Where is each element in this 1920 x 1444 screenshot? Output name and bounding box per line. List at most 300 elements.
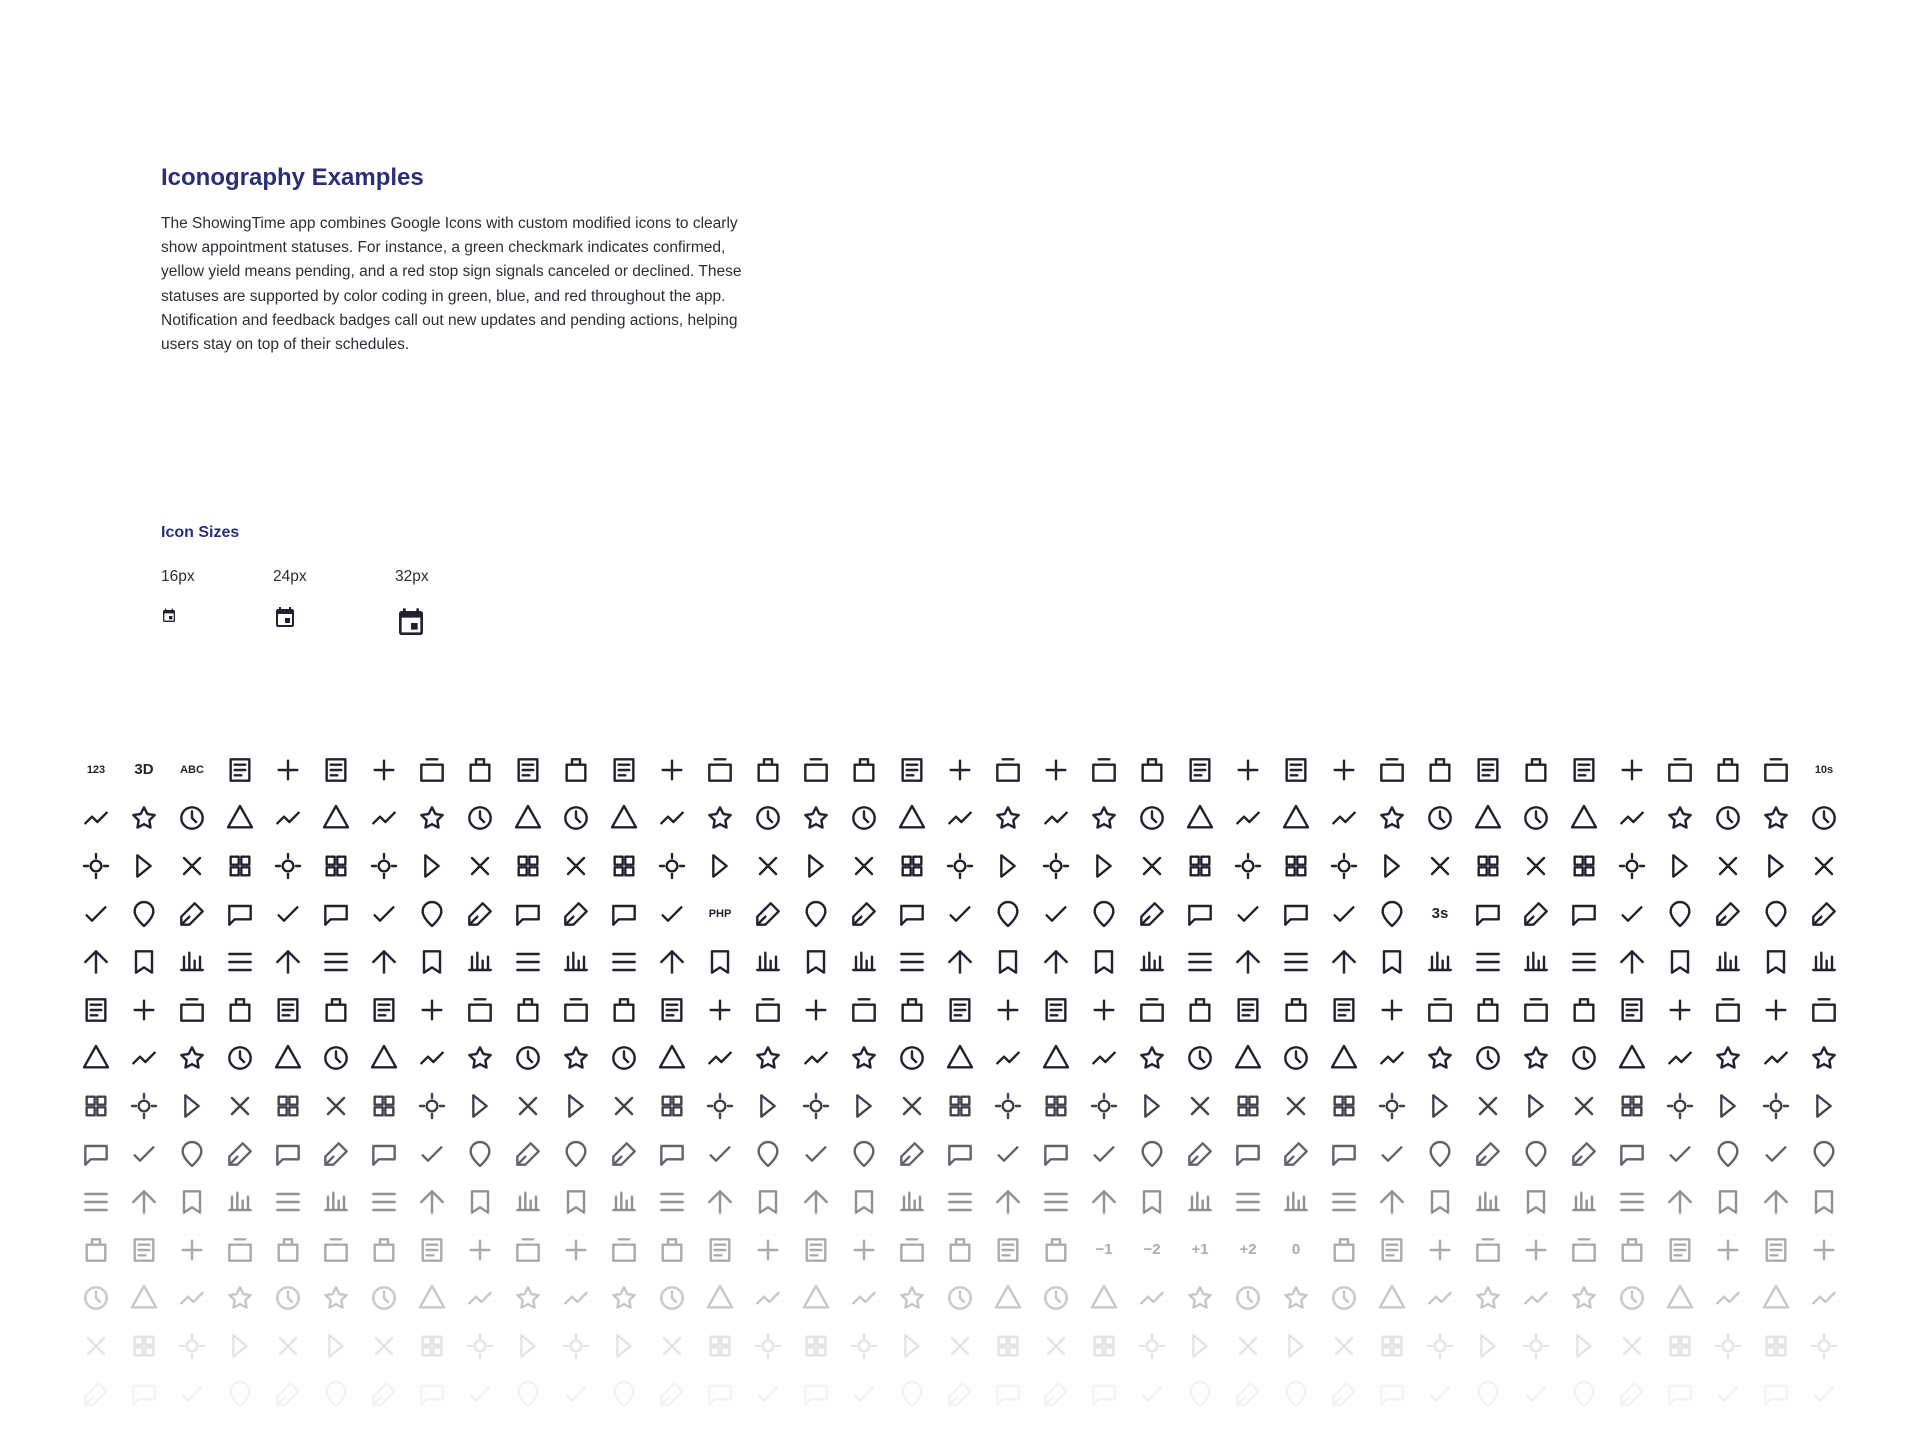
material-icon bbox=[272, 898, 304, 930]
material-icon bbox=[1184, 1186, 1216, 1218]
material-icon bbox=[224, 1330, 256, 1362]
material-icon bbox=[1232, 754, 1264, 786]
material-icon bbox=[992, 1282, 1024, 1314]
material-icon bbox=[1616, 898, 1648, 930]
material-icon bbox=[1568, 850, 1600, 882]
material-icon bbox=[1280, 754, 1312, 786]
material-icon bbox=[80, 946, 112, 978]
material-icon bbox=[1232, 802, 1264, 834]
material-icon bbox=[944, 1090, 976, 1122]
material-icon bbox=[1520, 994, 1552, 1026]
material-icon bbox=[1472, 754, 1504, 786]
material-icon bbox=[608, 754, 640, 786]
material-icon bbox=[1616, 946, 1648, 978]
material-icon bbox=[1664, 1090, 1696, 1122]
material-icon bbox=[1088, 994, 1120, 1026]
material-icon bbox=[656, 1378, 688, 1410]
material-icon bbox=[1760, 994, 1792, 1026]
material-icon bbox=[176, 802, 208, 834]
material-icon bbox=[320, 946, 352, 978]
material-icon bbox=[1136, 802, 1168, 834]
material-icon bbox=[128, 994, 160, 1026]
material-icon bbox=[608, 898, 640, 930]
material-icon bbox=[368, 1090, 400, 1122]
material-icon bbox=[512, 1186, 544, 1218]
material-icon bbox=[896, 1042, 928, 1074]
material-icon bbox=[896, 1042, 928, 1074]
material-icon bbox=[128, 802, 160, 834]
material-icon bbox=[224, 898, 256, 930]
material-icon bbox=[464, 946, 496, 978]
material-icon bbox=[224, 994, 256, 1026]
material-icon bbox=[1280, 1138, 1312, 1170]
material-icon bbox=[80, 1378, 112, 1410]
material-icon bbox=[560, 946, 592, 978]
description-line: Notification and feedback badges call out new updates and pending actions, helping bbox=[161, 311, 738, 329]
material-icon bbox=[80, 850, 112, 882]
material-icon bbox=[224, 754, 256, 786]
material-icon bbox=[608, 754, 640, 786]
material-icon bbox=[752, 994, 784, 1026]
material-icon bbox=[128, 898, 160, 930]
material-icon bbox=[1808, 1330, 1840, 1362]
material-icon bbox=[128, 1186, 160, 1218]
material-icon bbox=[464, 1138, 496, 1170]
material-icon bbox=[1376, 1042, 1408, 1074]
material-icon bbox=[752, 802, 784, 834]
material-icon bbox=[464, 802, 496, 834]
material-icon bbox=[80, 1330, 112, 1362]
material-icon bbox=[1568, 850, 1600, 882]
material-icon bbox=[1616, 1186, 1648, 1218]
material-icon bbox=[1664, 802, 1696, 834]
material-icon bbox=[656, 850, 688, 882]
material-icon bbox=[464, 1186, 496, 1218]
material-icon bbox=[752, 1282, 784, 1314]
calendar-event-icon bbox=[273, 606, 297, 630]
material-icon bbox=[1232, 898, 1264, 930]
material-icon bbox=[1280, 802, 1312, 834]
material-icon bbox=[800, 1330, 832, 1362]
material-icon bbox=[176, 1282, 208, 1314]
material-icon bbox=[368, 898, 400, 930]
material-icon bbox=[1040, 1138, 1072, 1170]
material-icon bbox=[320, 1138, 352, 1170]
material-icon bbox=[1520, 1234, 1552, 1266]
material-icon bbox=[1712, 1138, 1744, 1170]
material-icon bbox=[1232, 1138, 1264, 1170]
material-icon bbox=[224, 850, 256, 882]
material-icon bbox=[752, 898, 784, 930]
material-icon bbox=[416, 1042, 448, 1074]
material-icon bbox=[1760, 1378, 1792, 1410]
material-icon bbox=[1520, 1330, 1552, 1362]
material-icon bbox=[1232, 802, 1264, 834]
calendar-event-icon bbox=[161, 608, 177, 624]
material-icon bbox=[1568, 1234, 1600, 1266]
material-icon bbox=[416, 1282, 448, 1314]
material-icon bbox=[1280, 898, 1312, 930]
material-icon bbox=[128, 850, 160, 882]
material-icon bbox=[992, 802, 1024, 834]
material-icon bbox=[416, 1378, 448, 1410]
material-icon bbox=[944, 994, 976, 1026]
material-icon bbox=[1232, 1378, 1264, 1410]
material-icon bbox=[464, 754, 496, 786]
material-icon bbox=[608, 1330, 640, 1362]
icon-glyph-label: 3s bbox=[1431, 905, 1449, 922]
material-icon bbox=[704, 1330, 736, 1362]
material-icon bbox=[176, 1186, 208, 1218]
material-icon bbox=[1328, 754, 1360, 786]
material-icon bbox=[368, 1090, 400, 1122]
material-icon bbox=[1328, 1042, 1360, 1074]
material-icon bbox=[944, 1186, 976, 1218]
material-icon bbox=[1712, 1186, 1744, 1218]
material-icon bbox=[608, 1042, 640, 1074]
material-icon bbox=[224, 1282, 256, 1314]
material-icon bbox=[1424, 754, 1456, 786]
material-icon bbox=[848, 1330, 880, 1362]
material-icon bbox=[800, 1042, 832, 1074]
material-icon bbox=[176, 1090, 208, 1122]
material-icon bbox=[896, 994, 928, 1026]
material-icon bbox=[1328, 1186, 1360, 1218]
material-icon bbox=[320, 1378, 352, 1410]
material-icon bbox=[896, 850, 928, 882]
material-icon bbox=[1568, 754, 1600, 786]
material-icon bbox=[272, 802, 304, 834]
material-icon bbox=[656, 754, 688, 786]
material-icon bbox=[656, 1234, 688, 1266]
material-icon bbox=[1136, 754, 1168, 786]
material-icon bbox=[464, 946, 496, 978]
material-icon bbox=[1136, 1330, 1168, 1362]
icon-glyph-label: −1 bbox=[1095, 1241, 1113, 1258]
material-icon bbox=[800, 1090, 832, 1122]
material-icon bbox=[1520, 1042, 1552, 1074]
material-icon bbox=[560, 898, 592, 930]
material-icon bbox=[1760, 1234, 1792, 1266]
material-icon bbox=[1664, 946, 1696, 978]
material-icon bbox=[272, 1330, 304, 1362]
material-icon bbox=[848, 898, 880, 930]
material-icon bbox=[1712, 946, 1744, 978]
material-icon bbox=[416, 1186, 448, 1218]
material-icon bbox=[1424, 1186, 1456, 1218]
material-icon bbox=[752, 754, 784, 786]
material-icon bbox=[1088, 1378, 1120, 1410]
material-icon bbox=[1520, 1138, 1552, 1170]
material-icon bbox=[656, 946, 688, 978]
material-icon bbox=[1568, 802, 1600, 834]
material-icon bbox=[1616, 802, 1648, 834]
material-icon bbox=[128, 802, 160, 834]
material-icon bbox=[992, 1042, 1024, 1074]
material-icon bbox=[1616, 1090, 1648, 1122]
material-icon bbox=[368, 1138, 400, 1170]
material-icon bbox=[1040, 1186, 1072, 1218]
material-icon bbox=[1040, 802, 1072, 834]
material-icon bbox=[752, 1090, 784, 1122]
material-icon bbox=[1088, 1282, 1120, 1314]
material-icon bbox=[848, 1186, 880, 1218]
material-icon bbox=[1520, 898, 1552, 930]
material-icon bbox=[1664, 946, 1696, 978]
material-icon bbox=[896, 1282, 928, 1314]
material-icon bbox=[560, 1234, 592, 1266]
material-icon bbox=[1568, 1330, 1600, 1362]
material-icon bbox=[1664, 754, 1696, 786]
material-icon bbox=[656, 1186, 688, 1218]
material-icon bbox=[320, 946, 352, 978]
material-icon bbox=[1568, 1042, 1600, 1074]
material-icon bbox=[752, 1090, 784, 1122]
material-icon bbox=[320, 1282, 352, 1314]
material-icon bbox=[1088, 946, 1120, 978]
material-icon bbox=[1616, 1042, 1648, 1074]
material-icon bbox=[320, 1234, 352, 1266]
material-icon bbox=[1568, 1042, 1600, 1074]
material-icon bbox=[752, 946, 784, 978]
material-icon bbox=[848, 1138, 880, 1170]
material-icon bbox=[464, 994, 496, 1026]
material-icon bbox=[1088, 754, 1120, 786]
material-icon bbox=[560, 1234, 592, 1266]
material-icon bbox=[1568, 1186, 1600, 1218]
page-description bbox=[161, 212, 781, 357]
material-icon bbox=[512, 1282, 544, 1314]
material-icon bbox=[1136, 802, 1168, 834]
material-icon bbox=[80, 802, 112, 834]
material-icon bbox=[896, 1138, 928, 1170]
material-icon bbox=[464, 898, 496, 930]
material-icon bbox=[368, 946, 400, 978]
material-icon bbox=[1280, 1378, 1312, 1410]
material-icon bbox=[1040, 898, 1072, 930]
material-icon bbox=[1808, 1186, 1840, 1218]
material-icon bbox=[128, 1378, 160, 1410]
material-icon bbox=[1136, 946, 1168, 978]
material-icon bbox=[800, 1282, 832, 1314]
material-icon bbox=[656, 994, 688, 1026]
material-icon bbox=[1184, 994, 1216, 1026]
material-icon bbox=[1136, 754, 1168, 786]
material-icon bbox=[656, 1282, 688, 1314]
material-icon bbox=[1760, 898, 1792, 930]
material-icon bbox=[80, 1042, 112, 1074]
material-icon bbox=[416, 850, 448, 882]
material-icon bbox=[128, 1090, 160, 1122]
material-icon bbox=[1088, 850, 1120, 882]
material-icon bbox=[80, 946, 112, 978]
material-icon bbox=[1520, 1378, 1552, 1410]
material-icon bbox=[512, 898, 544, 930]
description-line: users stay on top of their schedules. bbox=[161, 336, 410, 354]
material-icon bbox=[176, 1042, 208, 1074]
material-icon bbox=[752, 1042, 784, 1074]
material-icon bbox=[1616, 850, 1648, 882]
material-icon bbox=[800, 1282, 832, 1314]
material-icon bbox=[176, 1282, 208, 1314]
material-icon bbox=[800, 1138, 832, 1170]
material-icon bbox=[992, 994, 1024, 1026]
material-icon bbox=[1424, 1378, 1456, 1410]
material-icon bbox=[512, 850, 544, 882]
material-icon bbox=[1712, 1042, 1744, 1074]
material-icon bbox=[1616, 1378, 1648, 1410]
material-icon bbox=[1088, 802, 1120, 834]
material-icon bbox=[608, 1378, 640, 1410]
material-icon bbox=[1328, 1330, 1360, 1362]
material-icon bbox=[1664, 1378, 1696, 1410]
icon-glyph-label: ABC bbox=[180, 764, 204, 776]
material-icon bbox=[1808, 1090, 1840, 1122]
material-icon bbox=[752, 1330, 784, 1362]
material-icon bbox=[1808, 994, 1840, 1026]
material-icon bbox=[560, 802, 592, 834]
material-icon bbox=[1568, 754, 1600, 786]
material-icon bbox=[176, 946, 208, 978]
material-icon bbox=[128, 1042, 160, 1074]
material-icon bbox=[1568, 1330, 1600, 1362]
material-icon bbox=[1184, 802, 1216, 834]
material-icon bbox=[800, 1378, 832, 1410]
material-icon bbox=[1088, 1186, 1120, 1218]
material-icon bbox=[752, 1138, 784, 1170]
material-icon bbox=[1328, 802, 1360, 834]
material-icon bbox=[992, 1042, 1024, 1074]
material-icon bbox=[368, 1282, 400, 1314]
material-icon bbox=[512, 802, 544, 834]
material-icon bbox=[560, 1378, 592, 1410]
material-icon bbox=[1136, 1186, 1168, 1218]
material-icon bbox=[1568, 1234, 1600, 1266]
material-icon bbox=[848, 1234, 880, 1266]
material-icon bbox=[1040, 1330, 1072, 1362]
material-icon bbox=[1424, 1042, 1456, 1074]
material-icon bbox=[848, 1138, 880, 1170]
material-icon bbox=[560, 994, 592, 1026]
material-icon bbox=[1760, 850, 1792, 882]
material-icon bbox=[1280, 1138, 1312, 1170]
material-icon bbox=[1328, 1330, 1360, 1362]
size-label-32: 32px bbox=[395, 568, 429, 585]
material-icon bbox=[896, 1330, 928, 1362]
material-icon bbox=[560, 1282, 592, 1314]
material-icon bbox=[1232, 1090, 1264, 1122]
material-icon bbox=[176, 1042, 208, 1074]
material-icon bbox=[464, 1234, 496, 1266]
material-icon bbox=[1712, 1378, 1744, 1410]
material-icon bbox=[1088, 1042, 1120, 1074]
material-icon bbox=[368, 1234, 400, 1266]
material-icon bbox=[944, 802, 976, 834]
material-icon bbox=[1376, 1090, 1408, 1122]
material-icon bbox=[1184, 850, 1216, 882]
text-glyph-icon bbox=[704, 898, 736, 930]
material-icon bbox=[608, 850, 640, 882]
material-icon bbox=[1040, 1282, 1072, 1314]
material-icon bbox=[656, 946, 688, 978]
material-icon bbox=[1424, 802, 1456, 834]
material-icon bbox=[944, 1330, 976, 1362]
material-icon bbox=[992, 1378, 1024, 1410]
material-icon bbox=[752, 1186, 784, 1218]
material-icon bbox=[896, 1330, 928, 1362]
material-icon bbox=[1184, 946, 1216, 978]
material-icon bbox=[1664, 1330, 1696, 1362]
material-icon bbox=[1328, 1138, 1360, 1170]
material-icon bbox=[272, 994, 304, 1026]
material-icon bbox=[1472, 1330, 1504, 1362]
material-icon bbox=[1760, 1138, 1792, 1170]
material-icon bbox=[512, 802, 544, 834]
icon-glyph-label: +2 bbox=[1239, 1241, 1257, 1258]
material-icon bbox=[416, 1234, 448, 1266]
material-icon bbox=[1232, 754, 1264, 786]
material-icon bbox=[608, 994, 640, 1026]
material-icon bbox=[320, 898, 352, 930]
material-icon bbox=[176, 1378, 208, 1410]
material-icon bbox=[1808, 1330, 1840, 1362]
material-icon bbox=[416, 1186, 448, 1218]
material-icon bbox=[1760, 1330, 1792, 1362]
material-icon bbox=[368, 1138, 400, 1170]
material-icon bbox=[1136, 898, 1168, 930]
material-icon bbox=[752, 1042, 784, 1074]
material-icon bbox=[1424, 1234, 1456, 1266]
material-icon bbox=[1760, 1282, 1792, 1314]
material-icon bbox=[272, 1090, 304, 1122]
material-icon bbox=[608, 1090, 640, 1122]
material-icon bbox=[608, 850, 640, 882]
material-icon bbox=[320, 994, 352, 1026]
material-icon bbox=[1424, 1234, 1456, 1266]
material-icon bbox=[1760, 850, 1792, 882]
material-icon bbox=[896, 1138, 928, 1170]
material-icon bbox=[1520, 1186, 1552, 1218]
material-icon bbox=[656, 1282, 688, 1314]
material-icon bbox=[1280, 946, 1312, 978]
material-icon bbox=[368, 1330, 400, 1362]
material-icon bbox=[320, 1186, 352, 1218]
material-icon bbox=[848, 850, 880, 882]
material-icon bbox=[1424, 1330, 1456, 1362]
material-icon bbox=[1808, 1282, 1840, 1314]
material-icon bbox=[272, 1042, 304, 1074]
material-icon bbox=[320, 802, 352, 834]
material-icon bbox=[416, 1330, 448, 1362]
material-icon bbox=[1616, 1138, 1648, 1170]
material-icon bbox=[1808, 898, 1840, 930]
material-icon bbox=[1328, 1138, 1360, 1170]
material-icon bbox=[464, 1234, 496, 1266]
material-icon bbox=[1136, 946, 1168, 978]
material-icon bbox=[464, 1330, 496, 1362]
material-icon bbox=[1376, 946, 1408, 978]
material-icon bbox=[1232, 1186, 1264, 1218]
material-icon bbox=[1472, 754, 1504, 786]
material-icon bbox=[992, 1330, 1024, 1362]
material-icon bbox=[128, 850, 160, 882]
material-icon bbox=[464, 1042, 496, 1074]
material-icon bbox=[992, 898, 1024, 930]
material-icon bbox=[1568, 946, 1600, 978]
material-icon bbox=[656, 1234, 688, 1266]
material-icon bbox=[1664, 994, 1696, 1026]
material-icon bbox=[992, 1234, 1024, 1266]
